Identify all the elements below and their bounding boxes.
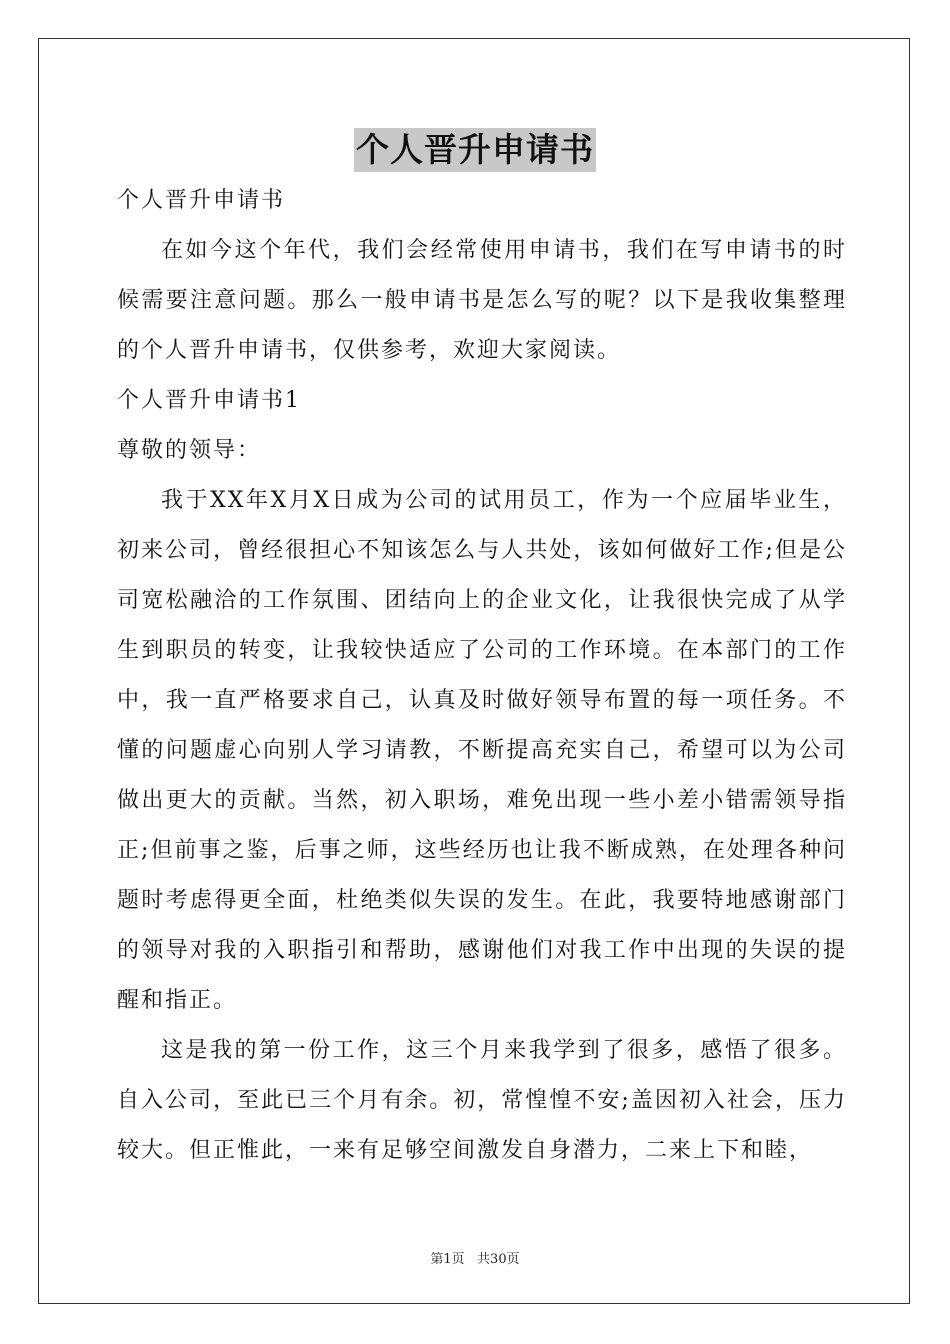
heading-line: 个人晋升申请书: [117, 188, 286, 213]
document-title: 个人晋升申请书: [354, 128, 596, 172]
salutation: 尊敬的领导：: [117, 438, 262, 463]
body-paragraph: 这是我的第一份工作，这三个月来我学到了很多，感悟了很多。自入公司，至此已三个月有余。初，常惶惶不安;盖因初入社会，压力较大。但正惟此，一来有足够空间激发自身潜力，二来上下和睦，: [117, 1038, 847, 1163]
document-title-container: [0, 128, 950, 172]
document-body: [117, 176, 847, 1176]
page-footer: 第1页 共30页: [430, 1252, 520, 1267]
section-heading: 个人晋升申请书1: [117, 388, 301, 413]
body-paragraph: 我于XX年X月X日成为公司的试用员工，作为一个应届毕业生，初来公司，曾经很担心不知该怎么与人共处，该如何做好工作;但是公司宽松融洽的工作氛围、团结向上的企业文化，让我很快完成了从学生到职员的转变，让我较快适应了公司的工作环境。在本部门的工作中，我一直严格要求自己，认真及时做好领导布置的每一项任务。不懂的问题虚心向别人学习请教，不断提高充实自己，希望可以为公司做出更大的贡献。当然，初入职场，难免出现一些小差小错需领导指正;但前事之鉴，后事之师，这些经历也让我不断成熟，在处理各种问题时考虑得更全面，杜绝类似失误的发生。在此，我要特地感谢部门的领导对我的入职指引和帮助，感谢他们对我工作中出现的失误的提醒和指正。: [117, 488, 847, 1013]
intro-paragraph: 在如今这个年代，我们会经常使用申请书，我们在写申请书的时候需要注意问题。那么一般申请书是怎么写的呢？以下是我收集整理的个人晋升申请书，仅供参考，欢迎大家阅读。: [117, 238, 847, 363]
